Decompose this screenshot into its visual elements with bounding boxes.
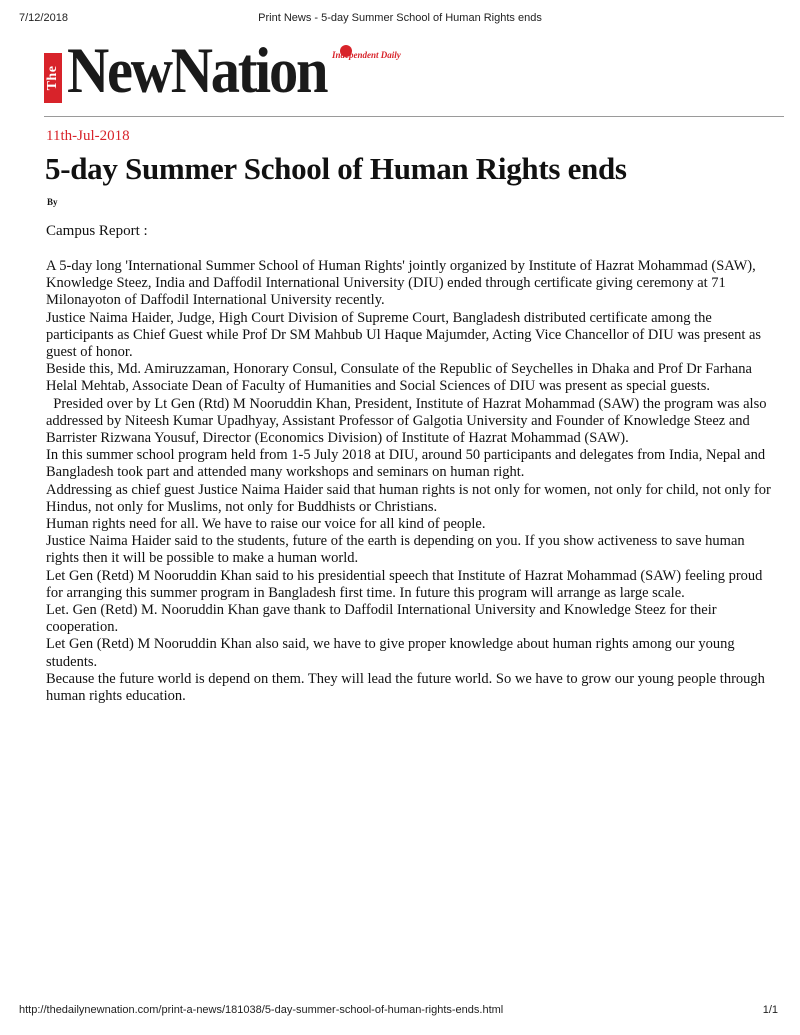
print-page-title: Print News - 5-day Summer School of Human Rights ends bbox=[258, 12, 542, 24]
article-paragraph: In this summer school program held from 1-5 July 2018 at DIU, around 50 participants and delegates from India, Nepal and Bangladesh took part and attended many workshops and seminars on human right. bbox=[46, 447, 766, 481]
print-page-number: 1/1 bbox=[762, 1004, 778, 1016]
logo-tagline: Independent Daily bbox=[332, 50, 401, 60]
article-section: Campus Report : bbox=[46, 223, 148, 239]
logo-the-badge bbox=[44, 53, 62, 103]
header-divider bbox=[44, 116, 784, 117]
article-paragraph: Human rights need for all. We have to raise our voice for all kind of people. bbox=[46, 516, 486, 533]
article-body bbox=[46, 258, 781, 705]
masthead-logo[interactable] bbox=[44, 35, 401, 110]
logo-wordmark: NewNation bbox=[67, 35, 327, 107]
article-paragraph: Because the future world is depend on them. They will lead the future world. So we have to grow our young people through human rights education. bbox=[46, 670, 765, 705]
print-date: 7/12/2018 bbox=[19, 12, 68, 24]
logo-the-text: The bbox=[45, 65, 60, 91]
article-paragraph: Justice Naima Haider, Judge, High Court Division of Supreme Court, Bangladesh distributed certificate among the participants as Chief Guest while Prof Dr SM Mahbub Ul Haque Majumder, Acting Vice Chancellor of DIU was present as guest of honor. bbox=[46, 309, 762, 361]
article-paragraph: Let. Gen (Retd) M. Nooruddin Khan gave thank to Daffodil International University and Knowledge Steez for their cooperation. bbox=[46, 602, 717, 636]
article-byline: By bbox=[47, 197, 58, 207]
article-paragraph: Let Gen (Retd) M Nooruddin Khan said to his presidential speech that Institute of Hazrat Mohammad (SAW) feeling proud for arranging this summer program in Bangladesh first time. In future this program will arrange as large scale. bbox=[46, 567, 763, 601]
article-paragraph: Presided over by Lt Gen (Rtd) M Nooruddin Khan, President, Institute of Hazrat Mohammad (SAW) the program was also addressed by Niteesh Kumar Upadhyay, Assistant Professor of Galgotia University and Founder of Knowledge Steez and Barrister Rizwana Yousuf, Director (Economics Division) of Institute of Hazrat Mohammad (SAW). bbox=[46, 395, 771, 447]
article-paragraph: A 5-day long 'International Summer School of Human Rights' jointly organized by Institute of Hazrat Mohammad (SAW), Knowledge Steez, India and Daffodil International University (DIU) ended through certificate giving ceremony at 71 Milonayoton of Daffodil International University recently. bbox=[46, 258, 756, 309]
article-paragraph: Let Gen (Retd) M Nooruddin Khan also said, we have to give proper knowledge about human rights among our young students. bbox=[46, 636, 735, 670]
print-url: http://thedailynewnation.com/print-a-news/181038/5-day-summer-school-of-human-rights-ends.html bbox=[19, 1004, 504, 1016]
article-headline: 5-day Summer School of Human Rights ends bbox=[45, 151, 627, 186]
article-paragraph: Justice Naima Haider said to the students, future of the earth is depending on you. If you show activeness to save human rights then it will be possible to make a human world. bbox=[46, 533, 745, 567]
article-paragraph: Beside this, Md. Amiruzzaman, Honorary Consul, Consulate of the Republic of Seychelles in Dhaka and Prof Dr Farhana Helal Mehtab, Associate Dean of Faculty of Humanities and Social Sciences of DIU was present as special guests. bbox=[46, 361, 752, 395]
article-paragraph: Addressing as chief guest Justice Naima Haider said that human rights is not only for women, not only for child, not only for Hindus, not only for Muslims, not only for Buddhists or Christians. bbox=[46, 481, 771, 515]
article-date: 11th-Jul-2018 bbox=[46, 128, 130, 144]
